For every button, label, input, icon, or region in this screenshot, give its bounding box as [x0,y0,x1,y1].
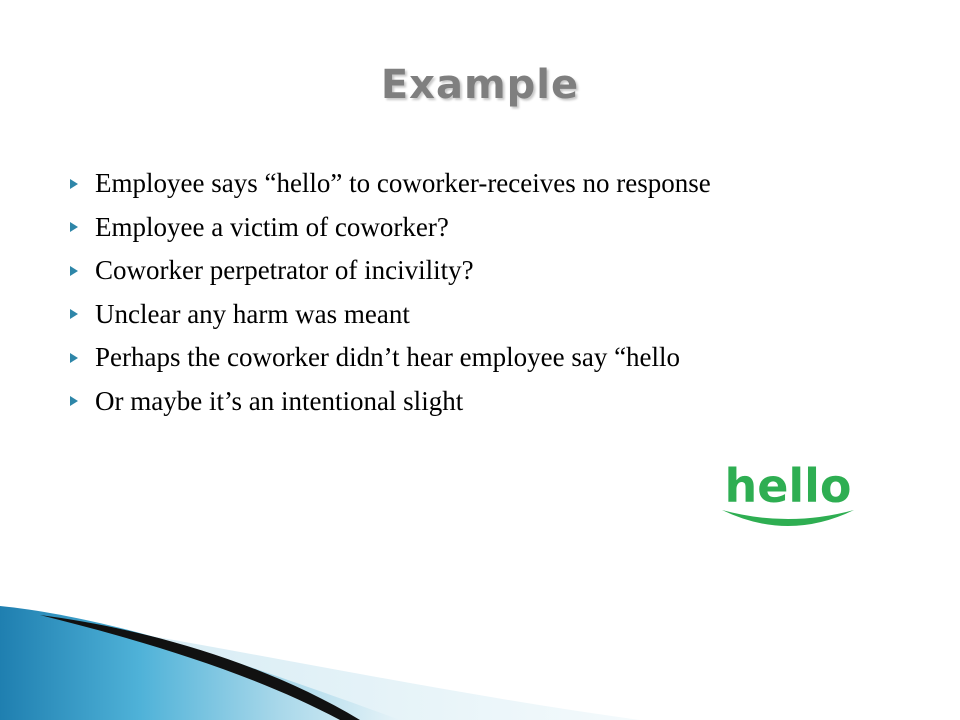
bullet-list [70,162,930,423]
bullet-text: Unclear any harm was meant [95,298,410,329]
bullet-arrow-icon [70,222,78,232]
slide-title: Example [380,62,580,108]
bullet-item [70,249,930,293]
hello-logo-text: hello [724,459,852,513]
smile-icon [708,502,868,538]
bullet-item [70,162,930,206]
bullet-text: Perhaps the coworker didn’t hear employee say “hello [95,342,681,373]
bullet-item [70,206,930,250]
bullet-arrow-icon [70,309,78,319]
bullet-text: Employee says “hello” to coworker-receives no response [95,168,711,199]
bullet-arrow-icon [70,179,78,189]
bullet-text: Coworker perpetrator of incivility? [95,255,474,286]
bullet-arrow-icon [70,353,78,363]
bullet-arrow-icon [70,396,78,406]
bullet-item [70,293,930,337]
bullet-arrow-icon [70,266,78,276]
hello-logo [708,458,868,530]
bullet-text: Employee a victim of coworker? [95,211,449,242]
bullet-item [70,380,930,424]
bullet-text: Or maybe it’s an intentional slight [95,385,464,416]
bullet-item [70,336,930,380]
